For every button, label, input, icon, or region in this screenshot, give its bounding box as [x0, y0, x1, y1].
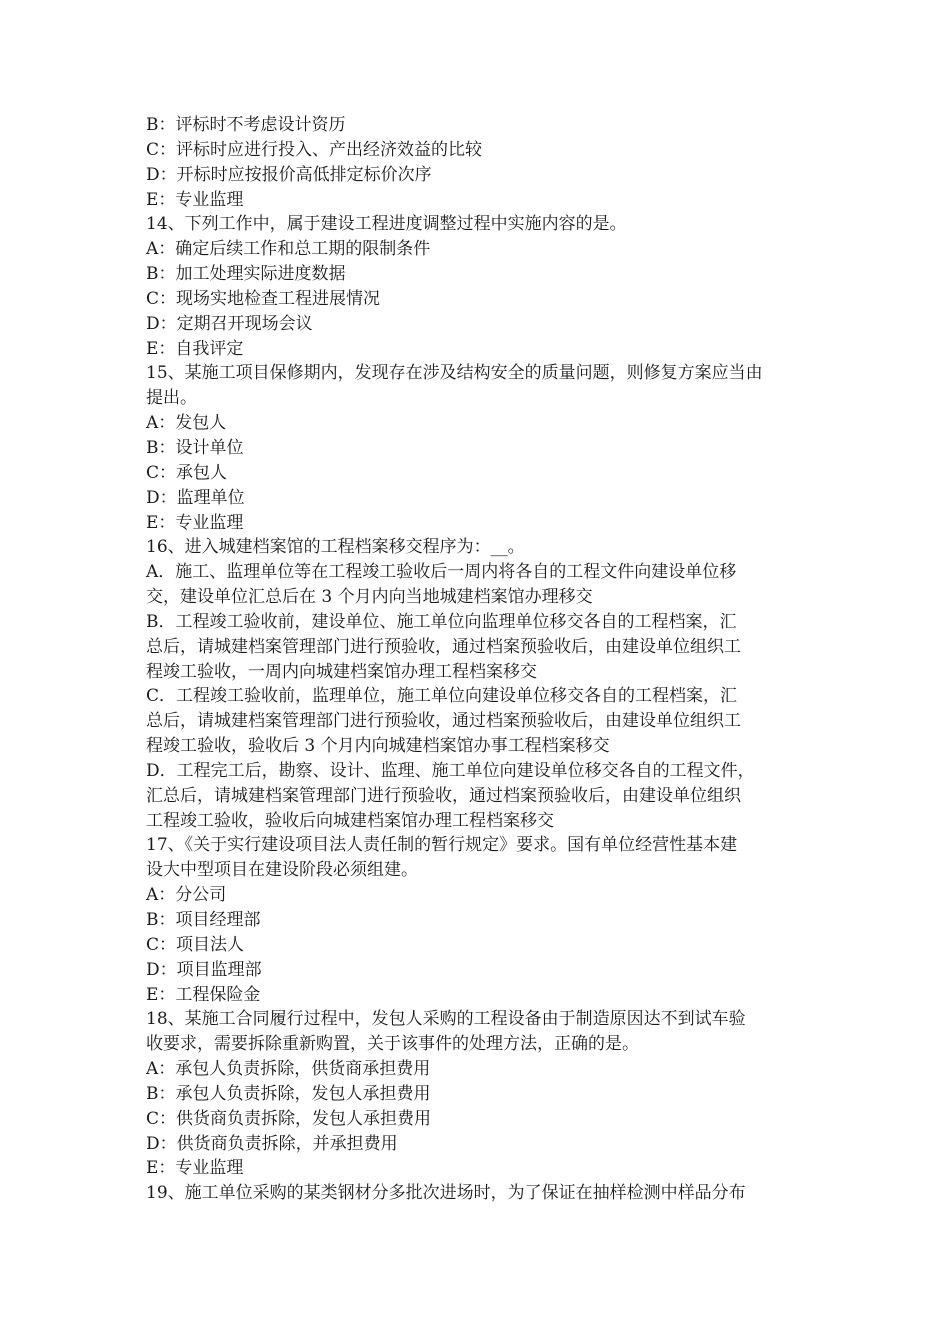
option-e-q14: E：自我评定 — [146, 338, 244, 359]
option-d-q17: D：项目监理部 — [146, 959, 262, 980]
document-body — [146, 113, 814, 1206]
option-d-q16-line-3: 工程竣工验收，验收后向城建档案馆办理工程档案移交 — [146, 810, 554, 831]
question-17-line-2: 设大中型项目在建设阶段必须组建。 — [146, 860, 418, 881]
option-b-q18: B：承包人负责拆除，发包人承担费用 — [146, 1083, 431, 1104]
option-d-q16-line-1: D．工程完工后，勘察、设计、监理、施工单位向建设单位移交各自的工程文件， — [146, 760, 755, 781]
option-d-q16-line-2: 汇总后，请城建档案管理部门进行预验收，通过档案预验收后，由建设单位组织 — [146, 785, 741, 806]
question-16: 16、进入城建档案馆的工程档案移交程序为：__。 — [146, 537, 525, 558]
question-14: 14、下列工作中，属于建设工程进度调整过程中实施内容的是。 — [146, 214, 627, 235]
option-c-q17: C：项目法人 — [146, 934, 245, 955]
question-17-line-1: 17、《关于实行建设项目法人责任制的暂行规定》要求。国有单位经营性基本建 — [146, 835, 738, 856]
option-b-q13: B：评标时不考虑设计资历 — [146, 115, 346, 135]
option-d-q13: D：开标时应按报价高低排定标价次序 — [146, 164, 432, 185]
question-15-line-2: 提出。 — [146, 388, 197, 409]
option-b-q16-line-2: 总后，请城建档案管理部门进行预验收，通过档案预验收后，由建设单位组织工 — [146, 636, 741, 657]
option-e-q13: E：专业监理 — [146, 189, 244, 210]
option-a-q17: A：分公司 — [146, 885, 227, 906]
option-b-q16-line-1: B．工程竣工验收前，建设单位、施工单位向监理单位移交各自的工程档案，汇 — [146, 611, 737, 632]
option-a-q14: A：确定后续工作和总工期的限制条件 — [146, 239, 431, 260]
option-b-q17: B：项目经理部 — [146, 910, 261, 930]
option-c-q15: C：承包人 — [146, 462, 228, 483]
option-e-q15: E：专业监理 — [146, 512, 244, 533]
question-18-line-1: 18、某施工合同履行过程中，发包人采购的工程设备由于制造原因达不到试车验 — [146, 1009, 746, 1030]
option-b-q14: B：加工处理实际进度数据 — [146, 264, 346, 285]
option-c-q18: C：供货商负责拆除，发包人承担费用 — [146, 1108, 432, 1129]
option-b-q15: B：设计单位 — [146, 437, 244, 458]
option-d-q18: D：供货商负责拆除，并承担费用 — [146, 1133, 398, 1154]
option-e-q17: E：工程保险金 — [146, 984, 261, 1005]
option-a-q15: A：发包人 — [146, 413, 227, 434]
question-15-line-1: 15、某施工项目保修期内，发现存在涉及结构安全的质量问题，则修复方案应当由 — [146, 363, 763, 384]
option-a-q18: A：承包人负责拆除，供货商承担费用 — [146, 1059, 431, 1080]
question-18-line-2: 收要求，需要拆除重新购置，关于该事件的处理方法，正确的是。 — [146, 1034, 639, 1055]
option-c-q13: C：评标时应进行投入、产出经济效益的比较 — [146, 139, 483, 160]
question-19-line-1: 19、施工单位采购的某类钢材分多批次进场时，为了保证在抽样检测中样品分布 — [146, 1183, 746, 1204]
option-b-q16-line-3: 程竣工验收，一周内向城建档案馆办理工程档案移交 — [146, 661, 537, 682]
option-c-q16-line-3: 程竣工验收，验收后 3 个月内向城建档案馆办事工程档案移交 — [146, 736, 610, 757]
option-d-q14: D：定期召开现场会议 — [146, 313, 313, 334]
option-c-q16-line-1: C．工程竣工验收前，监理单位，施工单位向建设单位移交各自的工程档案，汇 — [146, 686, 738, 707]
option-a-q16-line-1: A．施工、监理单位等在工程竣工验收后一周内将各自的工程文件向建设单位移 — [146, 562, 737, 583]
option-e-q18: E：专业监理 — [146, 1158, 244, 1179]
option-a-q16-line-2: 交，建设单位汇总后在 3 个月内向当地城建档案馆办理移交 — [146, 587, 593, 608]
option-d-q15: D：监理单位 — [146, 487, 245, 508]
option-c-q14: C：现场实地检查工程进展情况 — [146, 288, 381, 309]
option-c-q16-line-2: 总后，请城建档案管理部门进行预验收，通过档案预验收后，由建设单位组织工 — [146, 711, 741, 732]
